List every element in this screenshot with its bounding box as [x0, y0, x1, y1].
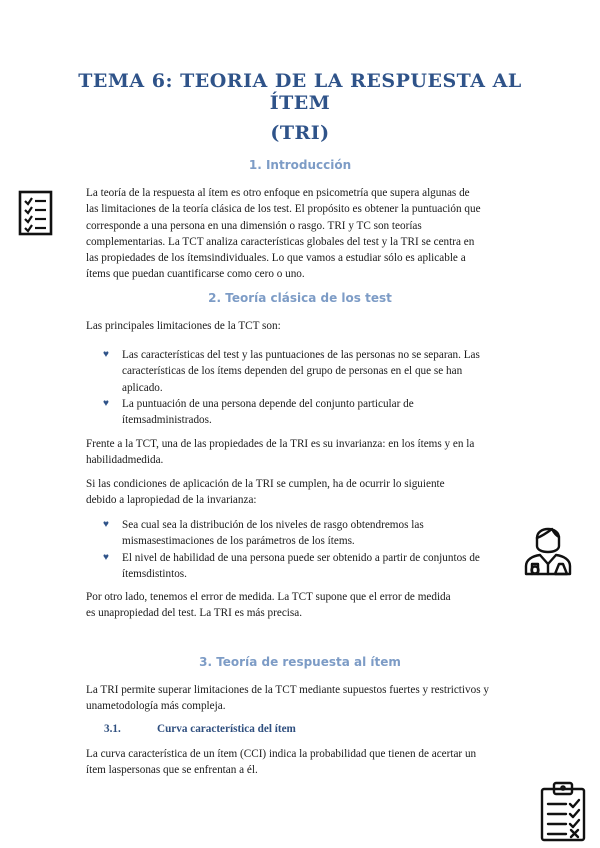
text-line: Por otro lado, tenemos el error de medida. La TCT supone que el error de medida — [86, 591, 451, 603]
text-line: aplicado. — [122, 381, 163, 394]
irt-paragraph — [86, 682, 518, 715]
text-line: debido a lapropiedad de la invarianza: — [86, 494, 257, 507]
text-line: complementarias. La TCT analiza características globales del test y la TRI se centra en — [86, 235, 475, 248]
text-line: ítemsdistintos. — [122, 567, 187, 580]
list-item — [86, 347, 518, 396]
limitations-list — [86, 347, 518, 428]
text-line: La puntuación de una persona depende del conjunto particular de — [122, 397, 414, 410]
text-line: habilidadmedida. — [86, 454, 164, 467]
section-heading-teoria-respuesta: 3. Teoría de respuesta al ítem — [199, 655, 401, 669]
scientist-icon — [522, 520, 574, 576]
text-line: características de los ítems dependen del grupo de personas en el que se han — [122, 365, 463, 378]
invariance-paragraph — [86, 436, 518, 469]
intro-paragraph — [86, 185, 518, 283]
cci-paragraph — [86, 746, 518, 779]
subsection-heading-curva — [104, 723, 296, 735]
heart-bullet-icon: ♥ — [103, 519, 109, 530]
text-line: El nivel de habilidad de una persona puede ser obtenido a partir de conjuntos de — [122, 551, 480, 564]
measurement-error-paragraph — [86, 589, 518, 622]
section-heading-introduccion: 1. Introducción — [248, 158, 352, 172]
text-line: Si las condiciones de aplicación de la TRI se cumplen, ha de ocurrir lo siguiente — [86, 478, 445, 490]
list-item — [86, 517, 518, 550]
text-line: mismasestimaciones de los parámetros de los ítems. — [122, 535, 355, 548]
heart-bullet-icon: ♥ — [103, 349, 109, 360]
text-line: las limitaciones de la teoría clásica de los test. El propósito es obtener la puntuación que — [86, 203, 481, 216]
page-title-line1: TEMA 6: TEORIA DE LA RESPUESTA AL ÍTEM — [78, 70, 522, 114]
heart-bullet-icon: ♥ — [103, 397, 109, 409]
invariance-list — [86, 517, 518, 582]
text-line: corresponde a una persona en una dimensión o rasgo. TRI y TC son teorías — [86, 219, 422, 232]
text-line: La curva característica de un ítem (CCI) indica la probabilidad que tienen de acertar un — [86, 748, 477, 760]
checklist-icon — [18, 190, 53, 236]
classic-lead: Las principales limitaciones de la TCT son: — [86, 320, 281, 332]
text-line: ítemsadministrados. — [122, 414, 212, 427]
text-line: ítems que puedan cuantificarse como cero o uno. — [86, 268, 305, 281]
page-title-line2: (TRI) — [270, 122, 330, 144]
list-item — [86, 550, 518, 583]
text-line: las propiedades de los ítemsindividuales. Lo que vamos a estudiar sólo es aplicable a — [86, 252, 466, 265]
text-line: Las características del test y las puntuaciones de las personas no se separan. Las — [122, 349, 480, 361]
list-item — [86, 396, 518, 429]
text-line: unametodología más compleja. — [86, 700, 226, 713]
text-line: Frente a la TCT, una de las propiedades de la TRI es su invarianza: en los ítems y en la — [86, 438, 475, 450]
text-line: La TRI permite superar limitaciones de la TCT mediante supuestos fuertes y restrictivos y — [86, 684, 489, 696]
text-line: Sea cual sea la distribución de los niveles de rasgo obtendremos las — [122, 519, 424, 531]
text-line: ítem laspersonas que se enfrentan a él. — [86, 764, 258, 777]
heart-bullet-icon: ♥ — [103, 551, 109, 563]
text-line: es unapropiedad del test. La TRI es más precisa. — [86, 607, 303, 620]
clipboard-checklist-icon — [538, 780, 588, 842]
section-heading-teoria-clasica: 2. Teoría clásica de los test — [208, 291, 392, 305]
page-title — [60, 70, 540, 144]
subsection-title: Curva característica del ítem — [157, 723, 296, 735]
conditions-paragraph — [86, 476, 518, 509]
text-line: La teoría de la respuesta al ítem es otro enfoque en psicometría que supera algunas de — [86, 187, 470, 199]
subsection-number: 3.1. — [104, 723, 121, 735]
